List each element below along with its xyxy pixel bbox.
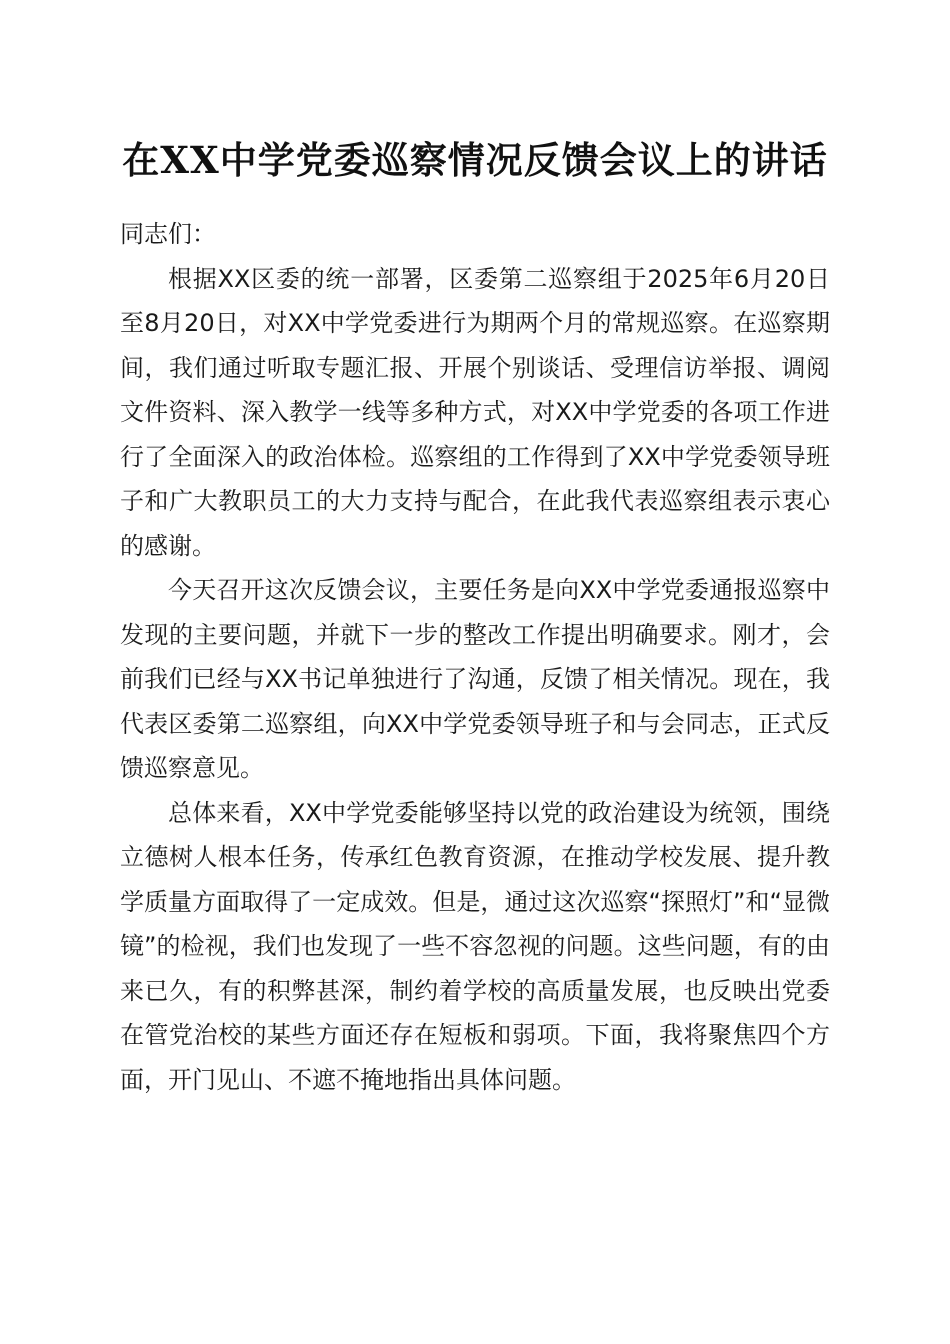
document-body (120, 212, 830, 1102)
paragraph-1: 根据XX区委的统一部署，区委第二巡察组于2025年6月20日至8月20日，对XX中学党委进行为期两个月的常规巡察。在巡察期间，我们通过听取专题汇报、开展个别谈话、受理信访举报、调阅文件资料、深入教学一线等多种方式，对XX中学党委的各项工作进行了全面深入的政治体检。巡察组的工作得到了XX中学党委领导班子和广大教职员工的大力支持与配合，在此我代表巡察组表示衷心的感谢。 (120, 264, 830, 560)
paragraph-2: 今天召开这次反馈会议，主要任务是向XX中学党委通报巡察中发现的主要问题，并就下一步的整改工作提出明确要求。刚才，会前我们已经与XX书记单独进行了沟通，反馈了相关情况。现在，我代表区委第二巡察组，向XX中学党委领导班子和与会同志，正式反馈巡察意见。 (120, 576, 830, 782)
paragraph-3: 总体来看，XX中学党委能够坚持以党的政治建设为统领，围绕立德树人根本任务，传承红色教育资源，在推动学校发展、提升教学质量方面取得了一定成效。但是，通过这次巡察“探照灯”和“显微镜”的检视，我们也发现了一些不容忽视的问题。这些问题，有的由来已久，有的积弊甚深，制约着学校的高质量发展，也反映出党委在管党治校的某些方面还存在短板和弱项。下面，我将聚焦四个方面，开门见山、不遮不掩地指出具体问题。 (120, 798, 830, 1094)
salutation: 同志们： (120, 220, 216, 248)
document-title: 在XX中学党委巡察情况反馈会议上的讲话 (122, 138, 828, 182)
